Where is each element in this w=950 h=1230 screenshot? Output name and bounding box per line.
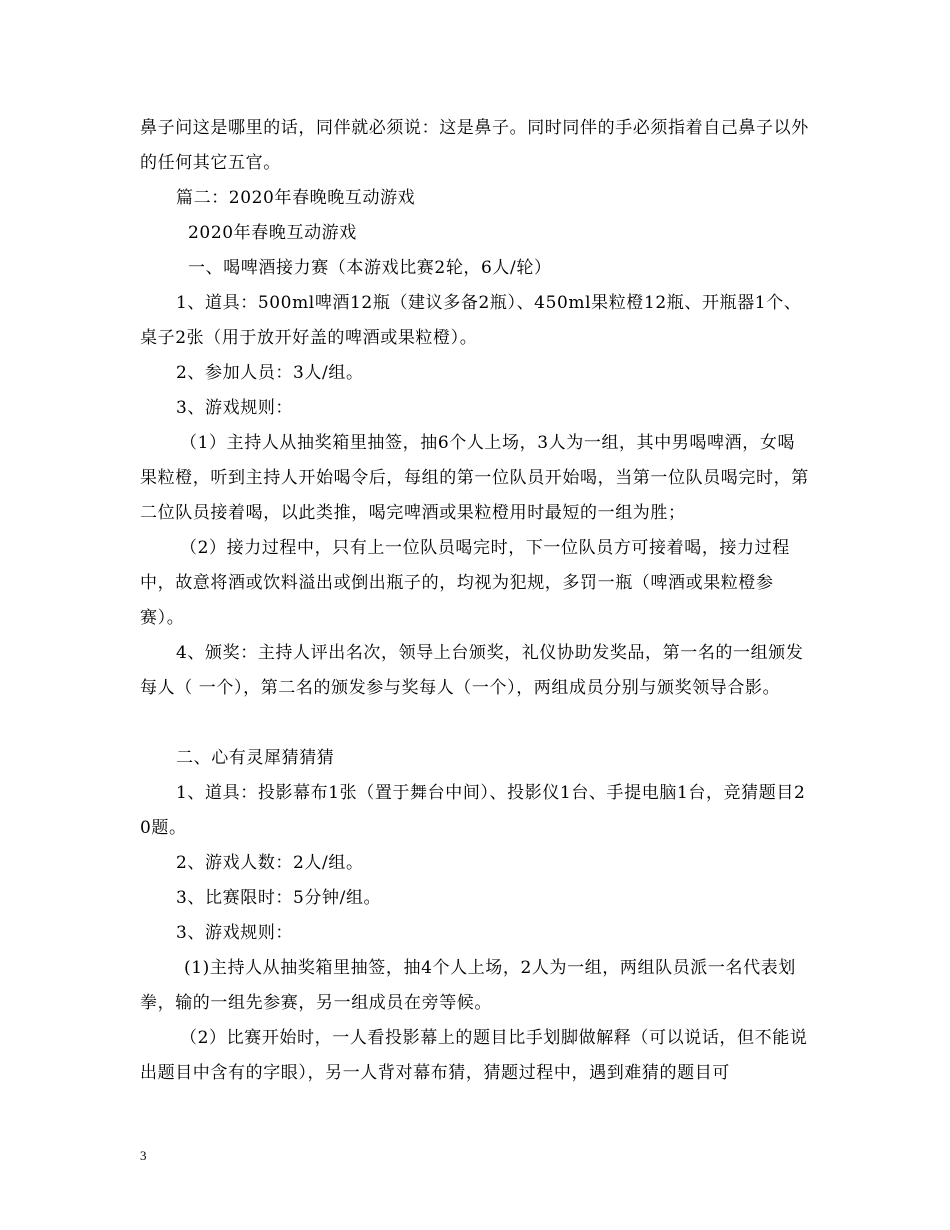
- paragraph-guess-rule-2: （2）比赛开始时，一人看投影幕上的题目比手划脚做解释（可以说话，但不能说出题目中含有的字眼），另一人背对幕布猜，猜题过程中，遇到难猜的题目可: [140, 1028, 808, 1083]
- document-title: 2020年春晚互动游戏: [188, 223, 357, 243]
- section-heading-beer-relay: 一、喝啤酒接力赛（本游戏比赛2轮，6人/轮）: [188, 258, 552, 278]
- paragraph-guess-rule-1: (1)主持人从抽奖箱里抽签，抽4个人上场，2人为一组，两组队员派一名代表划拳，输的一组先参赛，另一组成员在旁等候。: [140, 958, 796, 1013]
- paragraph-guess-time-limit: 3、比赛限时：5分钟/组。: [176, 888, 382, 908]
- paragraph-awards: 4、颁奖：主持人评出名次，领导上台颁奖，礼仪协助发奖品，第一名的一组颁发每人（ 一个），第二名的颁发参与奖每人（一个），两组成员分别与颁奖领导合影。: [140, 643, 804, 698]
- paragraph-guess-rules-heading: 3、游戏规则：: [176, 923, 294, 943]
- paragraph-guess-props: 1、道具：投影幕布1张（置于舞台中间）、投影仪1台、手提电脑1台，竞猜题目20题。: [140, 783, 806, 838]
- page-number: 3: [140, 1148, 147, 1163]
- paragraph-rules-heading: 3、游戏规则：: [176, 398, 294, 418]
- paragraph-rule-1: （1）主持人从抽奖箱里抽签，抽6个人上场，3人为一组，其中男喝啤酒，女喝果粒橙，听到主持人开始喝令后，每组的第一位队员开始喝，当第一位队员喝完时，第二位队员接着喝，以此类推，喝完啤酒或果粒橙用时最短的一组为胜；: [140, 433, 809, 523]
- paragraph-participants: 2、参加人员：3人/组。: [176, 363, 364, 383]
- section-heading-part-two: 篇二：2020年春晚晚互动游戏: [176, 188, 416, 208]
- paragraph-guess-players: 2、游戏人数：2人/组。: [176, 853, 364, 873]
- paragraph-rule-2: （2）接力过程中，只有上一位队员喝完时，下一位队员方可接着喝，接力过程中，故意将酒或饮料溢出或倒出瓶子的，均视为犯规，多罚一瓶（啤酒或果粒橙参赛）。: [140, 538, 790, 628]
- paragraph-props: 1、道具：500ml啤酒12瓶（建议多备2瓶）、450ml果粒橙12瓶、开瓶器1个、桌子2张（用于放开好盖的啤酒或果粒橙）。: [140, 293, 802, 348]
- section-heading-guessing-game: 二、心有灵犀猜猜猜: [176, 748, 335, 768]
- paragraph-continued: 鼻子问这是哪里的话，同伴就必须说：这是鼻子。同时同伴的手必须指着自己鼻子以外的任何其它五官。: [140, 118, 809, 173]
